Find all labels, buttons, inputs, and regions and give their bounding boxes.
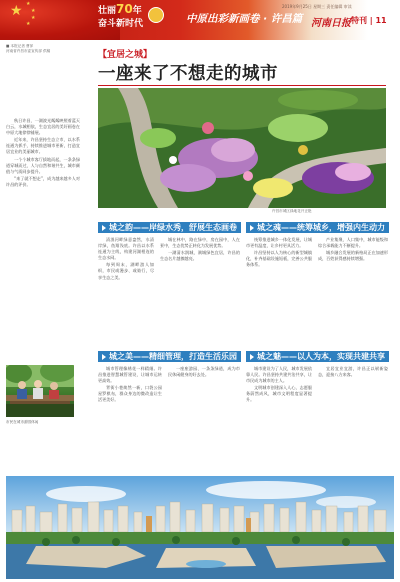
triangle-icon xyxy=(102,225,106,231)
byline: ■ 本报记者 曹萍 xyxy=(6,44,34,48)
star-icon: ★ xyxy=(26,21,31,27)
emblem-icon xyxy=(148,7,164,23)
article-column xyxy=(168,366,240,379)
article-paragraph: 城市管理像绣花一样精细。许昌推进智慧城管建设，让城市运转更高效。 xyxy=(98,366,162,384)
star-icon: ★ xyxy=(26,1,31,7)
photo-caption: 许昌市城区绿地花开正艳 xyxy=(272,209,312,213)
triangle-icon xyxy=(102,354,106,360)
article-column xyxy=(160,237,240,263)
article-column xyxy=(318,366,388,379)
intro-paragraph: 秋日许昌，一湖波光粼粼映照着蓝天白云，水城相依，生态宜居的美好画卷在中原大地徐徐铺展。 xyxy=(6,118,80,136)
article-column xyxy=(246,237,312,269)
article-paragraph: 统筹推进城乡一体化发展，让城市更有温度，让乡村更具活力。 xyxy=(246,237,312,249)
intro-paragraph: 近年来，许昌坚持生态立市，以水系连通为抓手，持续推进城市更新，打造宜居宜业的美丽城市。 xyxy=(6,137,80,155)
photo-caption: 市民在城市游园休闲 xyxy=(6,420,39,424)
star-icon: ★ xyxy=(31,15,36,21)
article-paragraph: 城市建设为了人民，城市发展依靠人民。许昌坚持共建共治共享，让市民成为城市的主人。 xyxy=(246,366,312,384)
article-paragraph: 产业集聚，人口集中，城市能级和综合承载能力不断提升。 xyxy=(318,237,388,249)
article-paragraph: 城乡融合发展的新格局正在加速形成，百姓获得感持续增强。 xyxy=(318,250,388,262)
headline-rule xyxy=(98,85,386,86)
page-headline: 一座来了不想走的城市 xyxy=(98,64,278,84)
section-header: 城之魅——以人为本，实现共建共享 xyxy=(246,351,389,362)
header-banner xyxy=(0,0,400,40)
banner-title: 中原出彩新画卷 · 许昌篇 xyxy=(186,13,303,25)
issue-date: 2019年9月25日 星期三 责任编辑 审读 xyxy=(282,4,352,9)
article-column xyxy=(98,366,162,405)
article-paragraph: 清潩河畔绿意盎然，水清岸绿，鱼翔浅底。许昌以水系连通为主线，构建河湖相连的生态水网。 xyxy=(98,237,154,261)
article-column xyxy=(246,366,312,405)
page-tag: 特刊 | 11 xyxy=(351,16,387,25)
newspaper-logo: 河南日报 xyxy=(311,18,351,29)
star-icon: ★ xyxy=(10,3,23,19)
byline: 河南省许昌市委宣传部 供稿 xyxy=(6,49,51,53)
triangle-icon xyxy=(250,225,254,231)
article-paragraph: 背街小巷焕然一新，口袋公园星罗棋布，群众身边的微改造让生活更美好。 xyxy=(98,385,162,403)
slogan-line1: 壮丽70年 xyxy=(98,2,142,16)
section-tag: 【宜居之城】 xyxy=(98,50,153,60)
article-paragraph: 一湖清水润城，满城绿色宜居，许昌的生态名片越擦越亮。 xyxy=(160,250,240,262)
article-column xyxy=(98,237,154,282)
section-header: 城之美——精细管理，打造生活乐园 xyxy=(98,351,241,362)
article-paragraph: 每到周末，湖畔游人如织，市民或漫步、或骑行，尽享生态之美。 xyxy=(98,262,154,280)
city-skyline-photo xyxy=(6,476,394,579)
article-paragraph: 宜居宜业宜游，许昌正以崭新姿态，迎接八方来客。 xyxy=(318,366,388,378)
intro-paragraph: 一个个城市客厅拔地而起，一条条绿道穿城而过，人与自然和谐共生，城市颜值与气质同步提升。 xyxy=(6,156,80,174)
star-icon: ★ xyxy=(31,8,36,14)
article-paragraph: 一座座游园、一条条绿道，成为市民休闲健身的好去处。 xyxy=(168,366,240,378)
article-paragraph: 城在林中，路在绿中，房在园中，人在景中，生态优势正转化为发展优势。 xyxy=(160,237,240,249)
article-column xyxy=(318,237,388,263)
article-paragraph: 许昌坚持以人为核心的新型城镇化，补齐基础设施短板，完善公共服务体系。 xyxy=(246,250,312,268)
section-header: 城之韵——岸绿水秀，舒展生态画卷 xyxy=(98,222,241,233)
triangle-icon xyxy=(250,354,254,360)
residents-photo xyxy=(6,365,74,417)
flower-garden-photo xyxy=(98,88,386,208)
article-paragraph: 文明城市创建深入人心，志愿服务蔚然成风，城市文明程度显著提升。 xyxy=(246,385,312,403)
intro-paragraph: “来了就不想走”，成为越来越多人对许昌的评价。 xyxy=(6,175,80,187)
section-header: 城之魂——统筹城乡，增强内生动力 xyxy=(246,222,389,233)
slogan-line2: 奋斗新时代 xyxy=(98,19,144,29)
